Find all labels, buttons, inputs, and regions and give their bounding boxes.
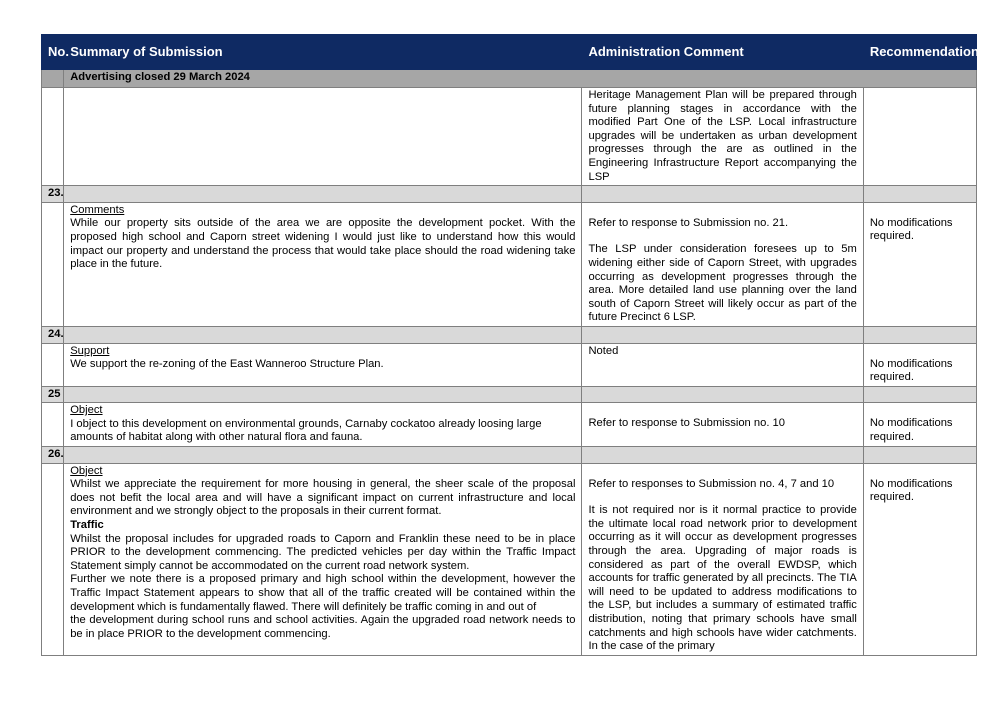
- submission-number: 26.: [42, 447, 64, 464]
- section-row: [42, 70, 977, 88]
- submission-number-row: [42, 447, 977, 464]
- admin-comment-detail: It is not required nor is it normal practice to provide the ultimate local road network prior to development occurring as it will occur as development progresses through the area. Upgrading of major roads is considered as part of the overall EWDSP, which accounts for traffic generated by all precincts. The TIA will need to be updated to address modifications to the LSP, but includes a summary of estimated traffic distribution, noting that primary schools have small catchments and high schools have wider catchments. In the case of the primary: [588, 504, 857, 653]
- submission-type: Comments: [70, 203, 125, 216]
- header-no: No.: [42, 35, 64, 70]
- recommendation: No modifications required.: [869, 357, 953, 384]
- recommendation: No modifications required.: [869, 417, 953, 443]
- submission-text-schools: Further we note there is a proposed primary and high school within the development, however the Traffic Impact Statement appears to show that all of the traffic created will be contained within the development which is fundamentally flawed. There will definitely be traffic coming in and out of: [70, 573, 576, 613]
- admin-comment: Refer to response to Submission no. 10: [588, 417, 785, 430]
- submission-text-traffic: Whilst the proposal includes for upgraded roads to Caporn and Franklin these need to be in place PRIOR to the development commencing. The predicted vehicles per day within the Traffic Impact Statement simply cannot be accommodated on the current road network system.: [70, 532, 576, 572]
- admin-comment-detail: The LSP under consideration foresees up to 5m widening either side of Caporn Street, with upgrades occurring as development progresses through the area. More detailed land use planning over the land south of Caporn Street will likely occur as part of the future Precinct 6 LSP.: [588, 243, 857, 324]
- admin-comment: Noted: [582, 343, 863, 386]
- submission-subheading: Traffic: [70, 519, 104, 532]
- submission-text: While our property sits outside of the area we are opposite the development pocket. With the proposed high school and Caporn street widening I would just like to understand how this would impact our property and understand the process that would take place should the road widening take place in the future.: [70, 217, 576, 271]
- header-row: [42, 35, 977, 70]
- recommendation: No modifications required.: [869, 477, 953, 504]
- submission-type: Support: [70, 344, 110, 357]
- submission-number-row: [42, 186, 977, 203]
- table-row: [42, 202, 977, 326]
- submission-number: 25: [42, 386, 64, 403]
- table-row: [42, 403, 977, 447]
- table-row: [42, 343, 977, 386]
- submission-text: I object to this development on environmental grounds, Carnaby cockatoo already loosing large amounts of habitat along with other natural flora and fauna.: [70, 417, 542, 444]
- submission-number: 24.: [42, 326, 64, 343]
- submission-number-row: [42, 326, 977, 343]
- recommendation: No modifications required.: [869, 216, 953, 243]
- submission-text: We support the re-zoning of the East Wanneroo Structure Plan.: [70, 358, 384, 371]
- section-title: Advertising closed 29 March 2024: [64, 70, 977, 88]
- header-recommendation: Recommendation: [863, 35, 976, 70]
- submission-text-continued: the development during school runs and school activities. Again the upgraded road network needs to be in place PRIOR to the development commencing.: [70, 614, 576, 640]
- table-row: [42, 463, 977, 655]
- continued-comment: Heritage Management Plan will be prepared through future planning stages in accordance with the modified Part One of the LSP. Local infrastructure upgrades will be undertaken as urban development progresses through the are as outlined in the Engineering Infrastructure Report accompanying the LSP: [582, 88, 863, 186]
- submissions-table: [41, 34, 977, 656]
- header-summary: Summary of Submission: [64, 35, 582, 70]
- header-comment: Administration Comment: [582, 35, 863, 70]
- table-row: [42, 88, 977, 186]
- admin-comment: Refer to response to Submission no. 21.: [588, 216, 789, 229]
- submission-number: 23.: [42, 186, 64, 203]
- submission-type: Object: [70, 464, 103, 477]
- submission-number-row: [42, 386, 977, 403]
- submission-type: Object: [70, 404, 103, 417]
- submission-text: Whilst we appreciate the requirement for more housing in general, the sheer scale of the proposal does not befit the local area and will have a significant impact on current infrastructure and local environment and we strongly object to the proposals in their current format.: [70, 478, 576, 518]
- admin-comment: Refer to responses to Submission no. 4, 7 and 10: [588, 477, 835, 490]
